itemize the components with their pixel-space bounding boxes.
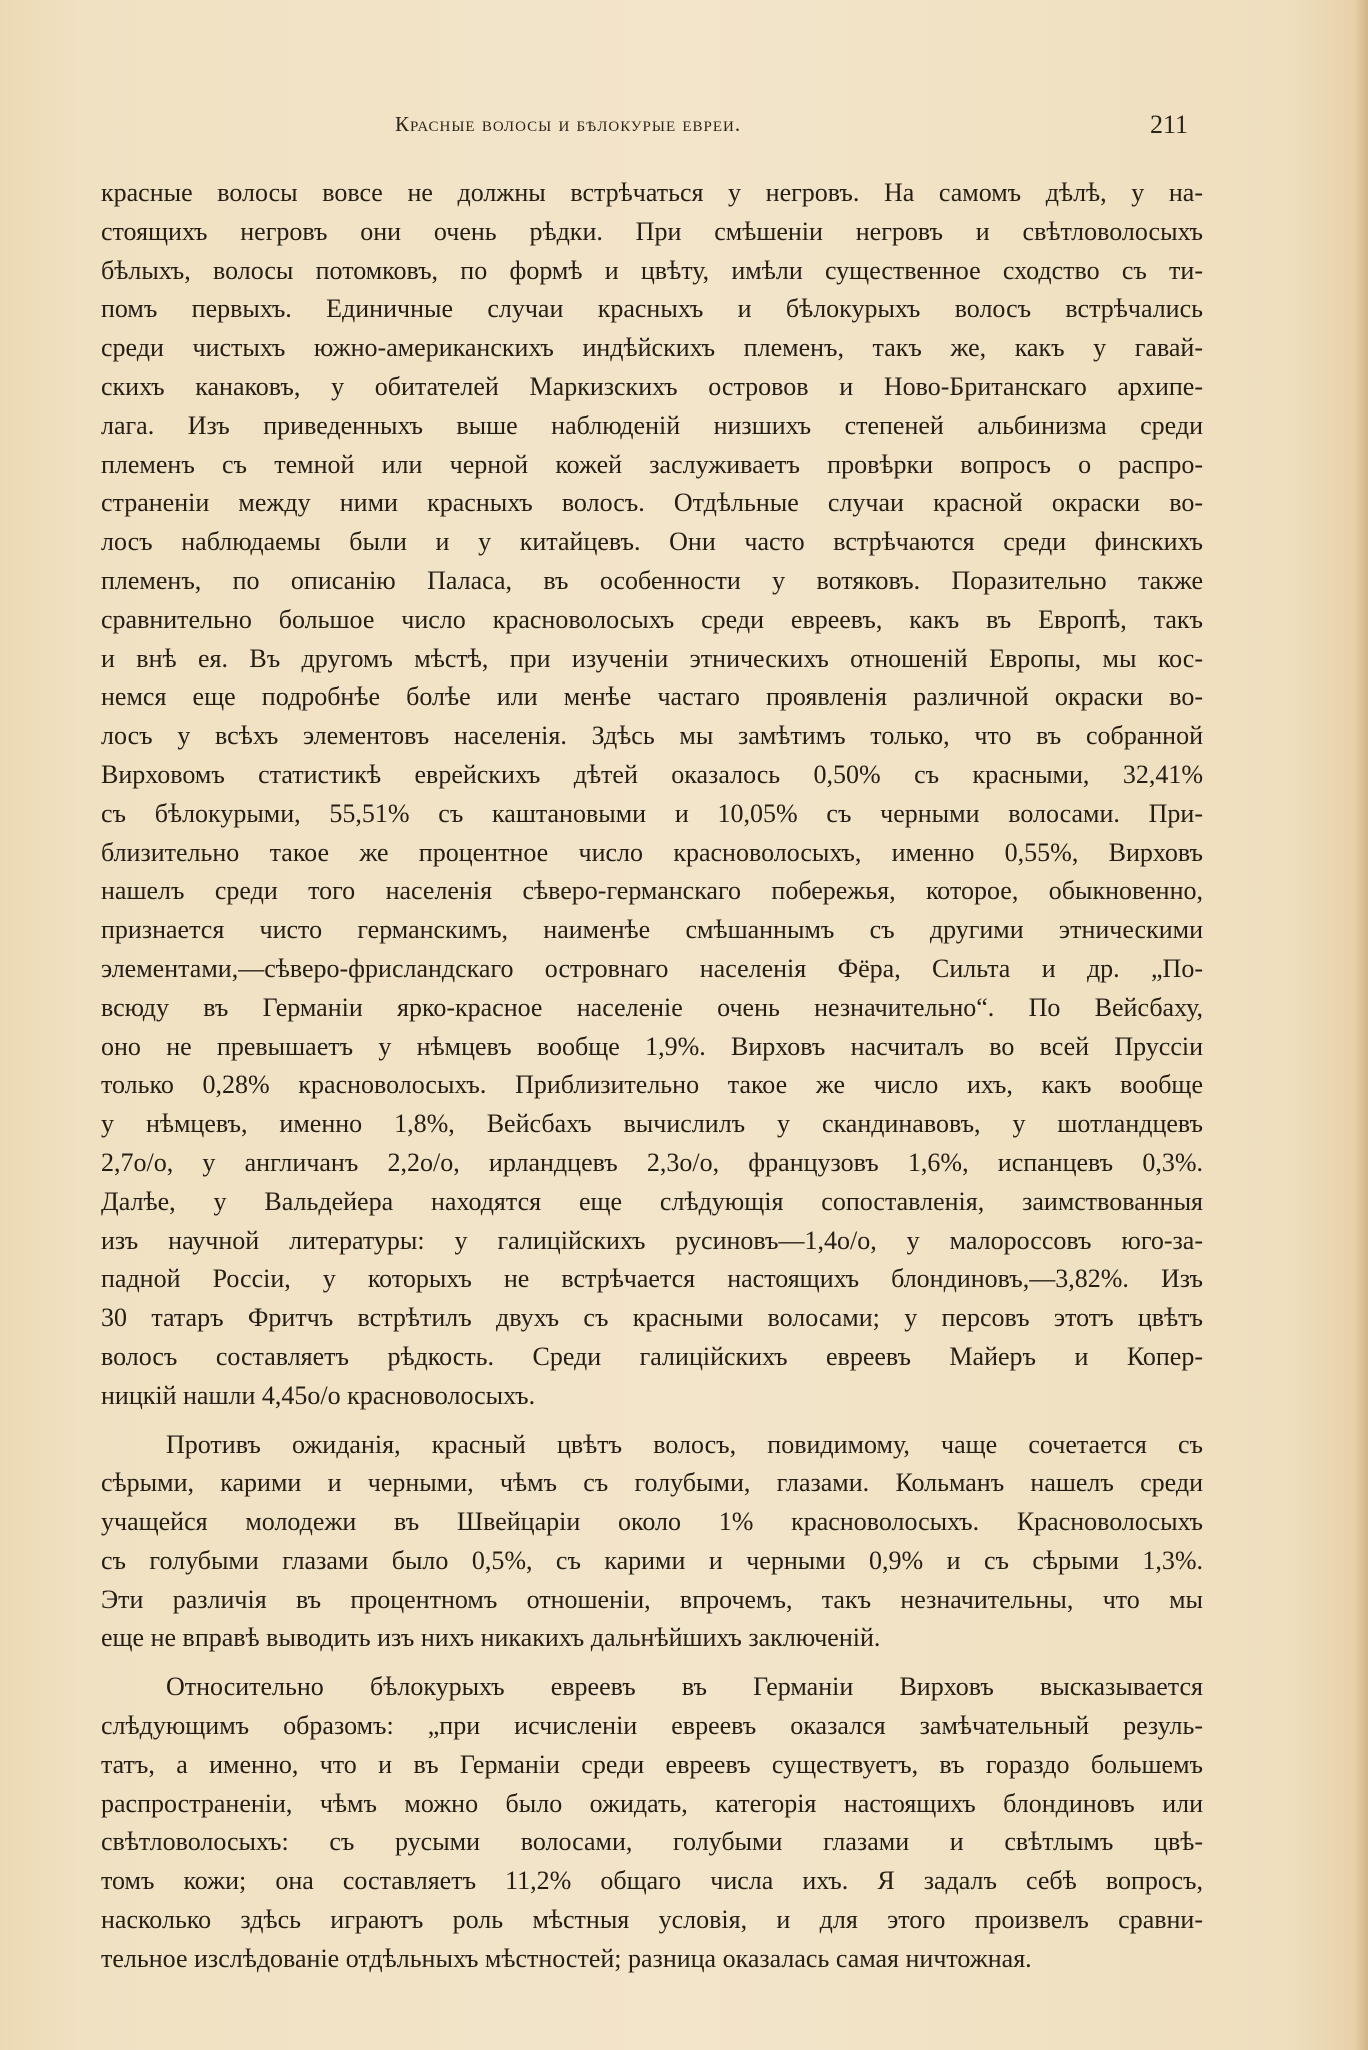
text-line: еще не вправѣ выводить изъ нихъ никакихъ дальнѣйшихъ заключеній.	[101, 1623, 881, 1653]
text-line: татъ, а именно, что и въ Германіи среди евреевъ существуетъ, въ гораздо большемъ	[101, 1749, 1203, 1779]
text-line: 30 татаръ Фритчъ встрѣтилъ двухъ съ красными волосами; у персовъ этотъ цвѣтъ	[101, 1303, 1203, 1333]
text-line: бѣлыхъ, волосы потомковъ, по формѣ и цвѣту, имѣли существенное сходство съ ти-	[101, 255, 1203, 285]
paragraph	[101, 1668, 1203, 1978]
paragraph-gap	[101, 1416, 1203, 1426]
text-line: слѣдующимъ образомъ: „при исчисленіи евреевъ оказался замѣчательный резуль-	[101, 1711, 1203, 1741]
text-line: близительно такое же процентное число красноволосыхъ, именно 0,55%, Вирховъ	[101, 837, 1203, 867]
text-line: сравнительно большое число красноволосыхъ среди евреевъ, какъ въ Европѣ, такъ	[101, 604, 1203, 634]
text-line: признается чисто германскимъ, наименѣе смѣшаннымъ съ другими этническими	[101, 915, 1203, 945]
text-line: свѣтловолосыхъ: съ русыми волосами, голубыми глазами и свѣтлымъ цвѣ-	[101, 1827, 1203, 1857]
text-line: элементами,—сѣверо-фрисландскаго островнаго населенія Фёра, Сильта и др. „По-	[101, 953, 1203, 983]
text-line: лага. Изъ приведенныхъ выше наблюденій низшихъ степеней альбинизма среди	[101, 410, 1203, 440]
text-line: волосъ составляетъ рѣдкость. Среди галицiйскихъ евреевъ Майеръ и Копер-	[101, 1341, 1203, 1371]
text-line: у нѣмцевъ, именно 1,8%, Вейсбахъ вычислилъ у скандинавовъ, у шотландцевъ	[101, 1109, 1203, 1139]
text-line: томъ кожи; она составляетъ 11,2% общаго числа ихъ. Я задалъ себѣ вопросъ,	[101, 1866, 1203, 1896]
text-line: стоящихъ негровъ они очень рѣдки. При смѣшеніи негровъ и свѣтловолосыхъ	[101, 216, 1203, 246]
page-number: 211	[1150, 110, 1189, 139]
text-line: нашелъ среди того населенія сѣверо-германскаго побережья, которое, обыкновенно,	[101, 876, 1203, 906]
text-line: только 0,28% красноволосыхъ. Приблизительно такое же число ихъ, какъ вообще	[101, 1070, 1203, 1100]
text-line: насколько здѣсь играютъ роль мѣстныя условія, и для этого произвелъ сравни-	[101, 1905, 1203, 1935]
text-line: съ голубыми глазами было 0,5%, съ карими и черными 0,9% и съ сѣрыми 1,3%.	[101, 1545, 1203, 1575]
text-line: 2,7о/о, у англичанъ 2,2о/о, ирландцевъ 2,3о/о, французовъ 1,6%, испанцевъ 0,3%.	[101, 1147, 1203, 1177]
text-line: племенъ съ темной или черной кожей заслуживаетъ провѣрки вопросъ о распро-	[101, 449, 1203, 479]
paragraph	[101, 1426, 1203, 1659]
text-line: Относительно бѣлокурыхъ евреевъ въ Германіи Вирховъ высказывается	[166, 1672, 1203, 1702]
text-line: всюду въ Германіи ярко-красное населеніе очень незначительно“. По Вейсбаху,	[101, 992, 1203, 1022]
text-line: страненіи между ними красныхъ волосъ. Отдѣльные случаи красной окраски во-	[101, 488, 1203, 518]
text-line: Противъ ожиданія, красный цвѣтъ волосъ, повидимому, чаще сочетается съ	[166, 1429, 1203, 1459]
text-line: Эти различія въ процентномъ отношеніи, впрочемъ, такъ незначительны, что мы	[101, 1584, 1203, 1614]
text-line: распространеніи, чѣмъ можно было ожидать, категорія настоящихъ блондиновъ или	[101, 1788, 1203, 1818]
text-line: и внѣ ея. Въ другомъ мѣстѣ, при изученіи этническихъ отношеній Европы, мы кос-	[101, 643, 1203, 673]
paragraph-gap	[101, 1658, 1203, 1668]
page-edge-shadow	[1354, 0, 1368, 2050]
text-line: среди чистыхъ южно-американскихъ индѣйскихъ племенъ, такъ же, какъ у гавай-	[101, 333, 1203, 363]
text-line: лосъ у всѣхъ элементовъ населенія. Здѣсь мы замѣтимъ только, что въ собранной	[101, 721, 1203, 751]
text-line: ницкiй нашли 4,45о/о красноволосыхъ.	[101, 1380, 536, 1410]
text-line: помъ первыхъ. Единичные случаи красныхъ и бѣлокурыхъ волосъ встрѣчались	[101, 294, 1203, 324]
text-line: изъ научной литературы: у галицiйскихъ русиновъ—1,4о/о, у малороссовъ юго-за-	[101, 1225, 1203, 1255]
text-line: съ бѣлокурыми, 55,51% съ каштановыми и 10,05% съ черными волосами. При-	[101, 798, 1203, 828]
text-line: сѣрыми, карими и черными, чѣмъ съ голубыми, глазами. Кольманъ нашелъ среди	[101, 1468, 1203, 1498]
text-line: немся еще подробнѣе болѣе или менѣе частаго проявленія различной окраски во-	[101, 682, 1203, 712]
text-line: лосъ наблюдаемы были и у китайцевъ. Они часто встрѣчаются среди финскихъ	[101, 527, 1203, 557]
body-text	[101, 174, 1203, 1979]
text-line: скихъ канаковъ, у обитателей Маркизскихъ островов и Ново-Британскаго архипе-	[101, 371, 1203, 401]
text-line: тельное изслѣдованіе отдѣльныхъ мѣстностей; разница оказалась самая ничтожная.	[101, 1943, 1032, 1973]
text-line: красные волосы вовсе не должны встрѣчаться у негровъ. На самомъ дѣлѣ, у на-	[101, 178, 1203, 207]
text-line: учащейся молодежи въ Швейцаріи около 1% красноволосыхъ. Красноволосыхъ	[101, 1507, 1203, 1537]
text-line: оно не превышаетъ у нѣмцевъ вообще 1,9%. Вирховъ насчиталъ во всей Пруссіи	[101, 1031, 1203, 1061]
paragraph	[101, 174, 1203, 1416]
text-line: племенъ, по описанію Паласа, въ особенности у вотяковъ. Поразительно также	[101, 565, 1203, 595]
text-line: падной Россіи, у которыхъ не встрѣчается настоящихъ блондиновъ,—3,82%. Изъ	[101, 1264, 1203, 1294]
text-line: Вирховомъ статистикѣ еврейскихъ дѣтей оказалось 0,50% съ красными, 32,41%	[101, 759, 1203, 789]
running-title: Красные волосы и бѣлокурые евреи.	[395, 112, 742, 136]
text-line: Далѣе, у Вальдейера находятся еще слѣдующія сопоставленія, заимствованныя	[101, 1186, 1203, 1216]
